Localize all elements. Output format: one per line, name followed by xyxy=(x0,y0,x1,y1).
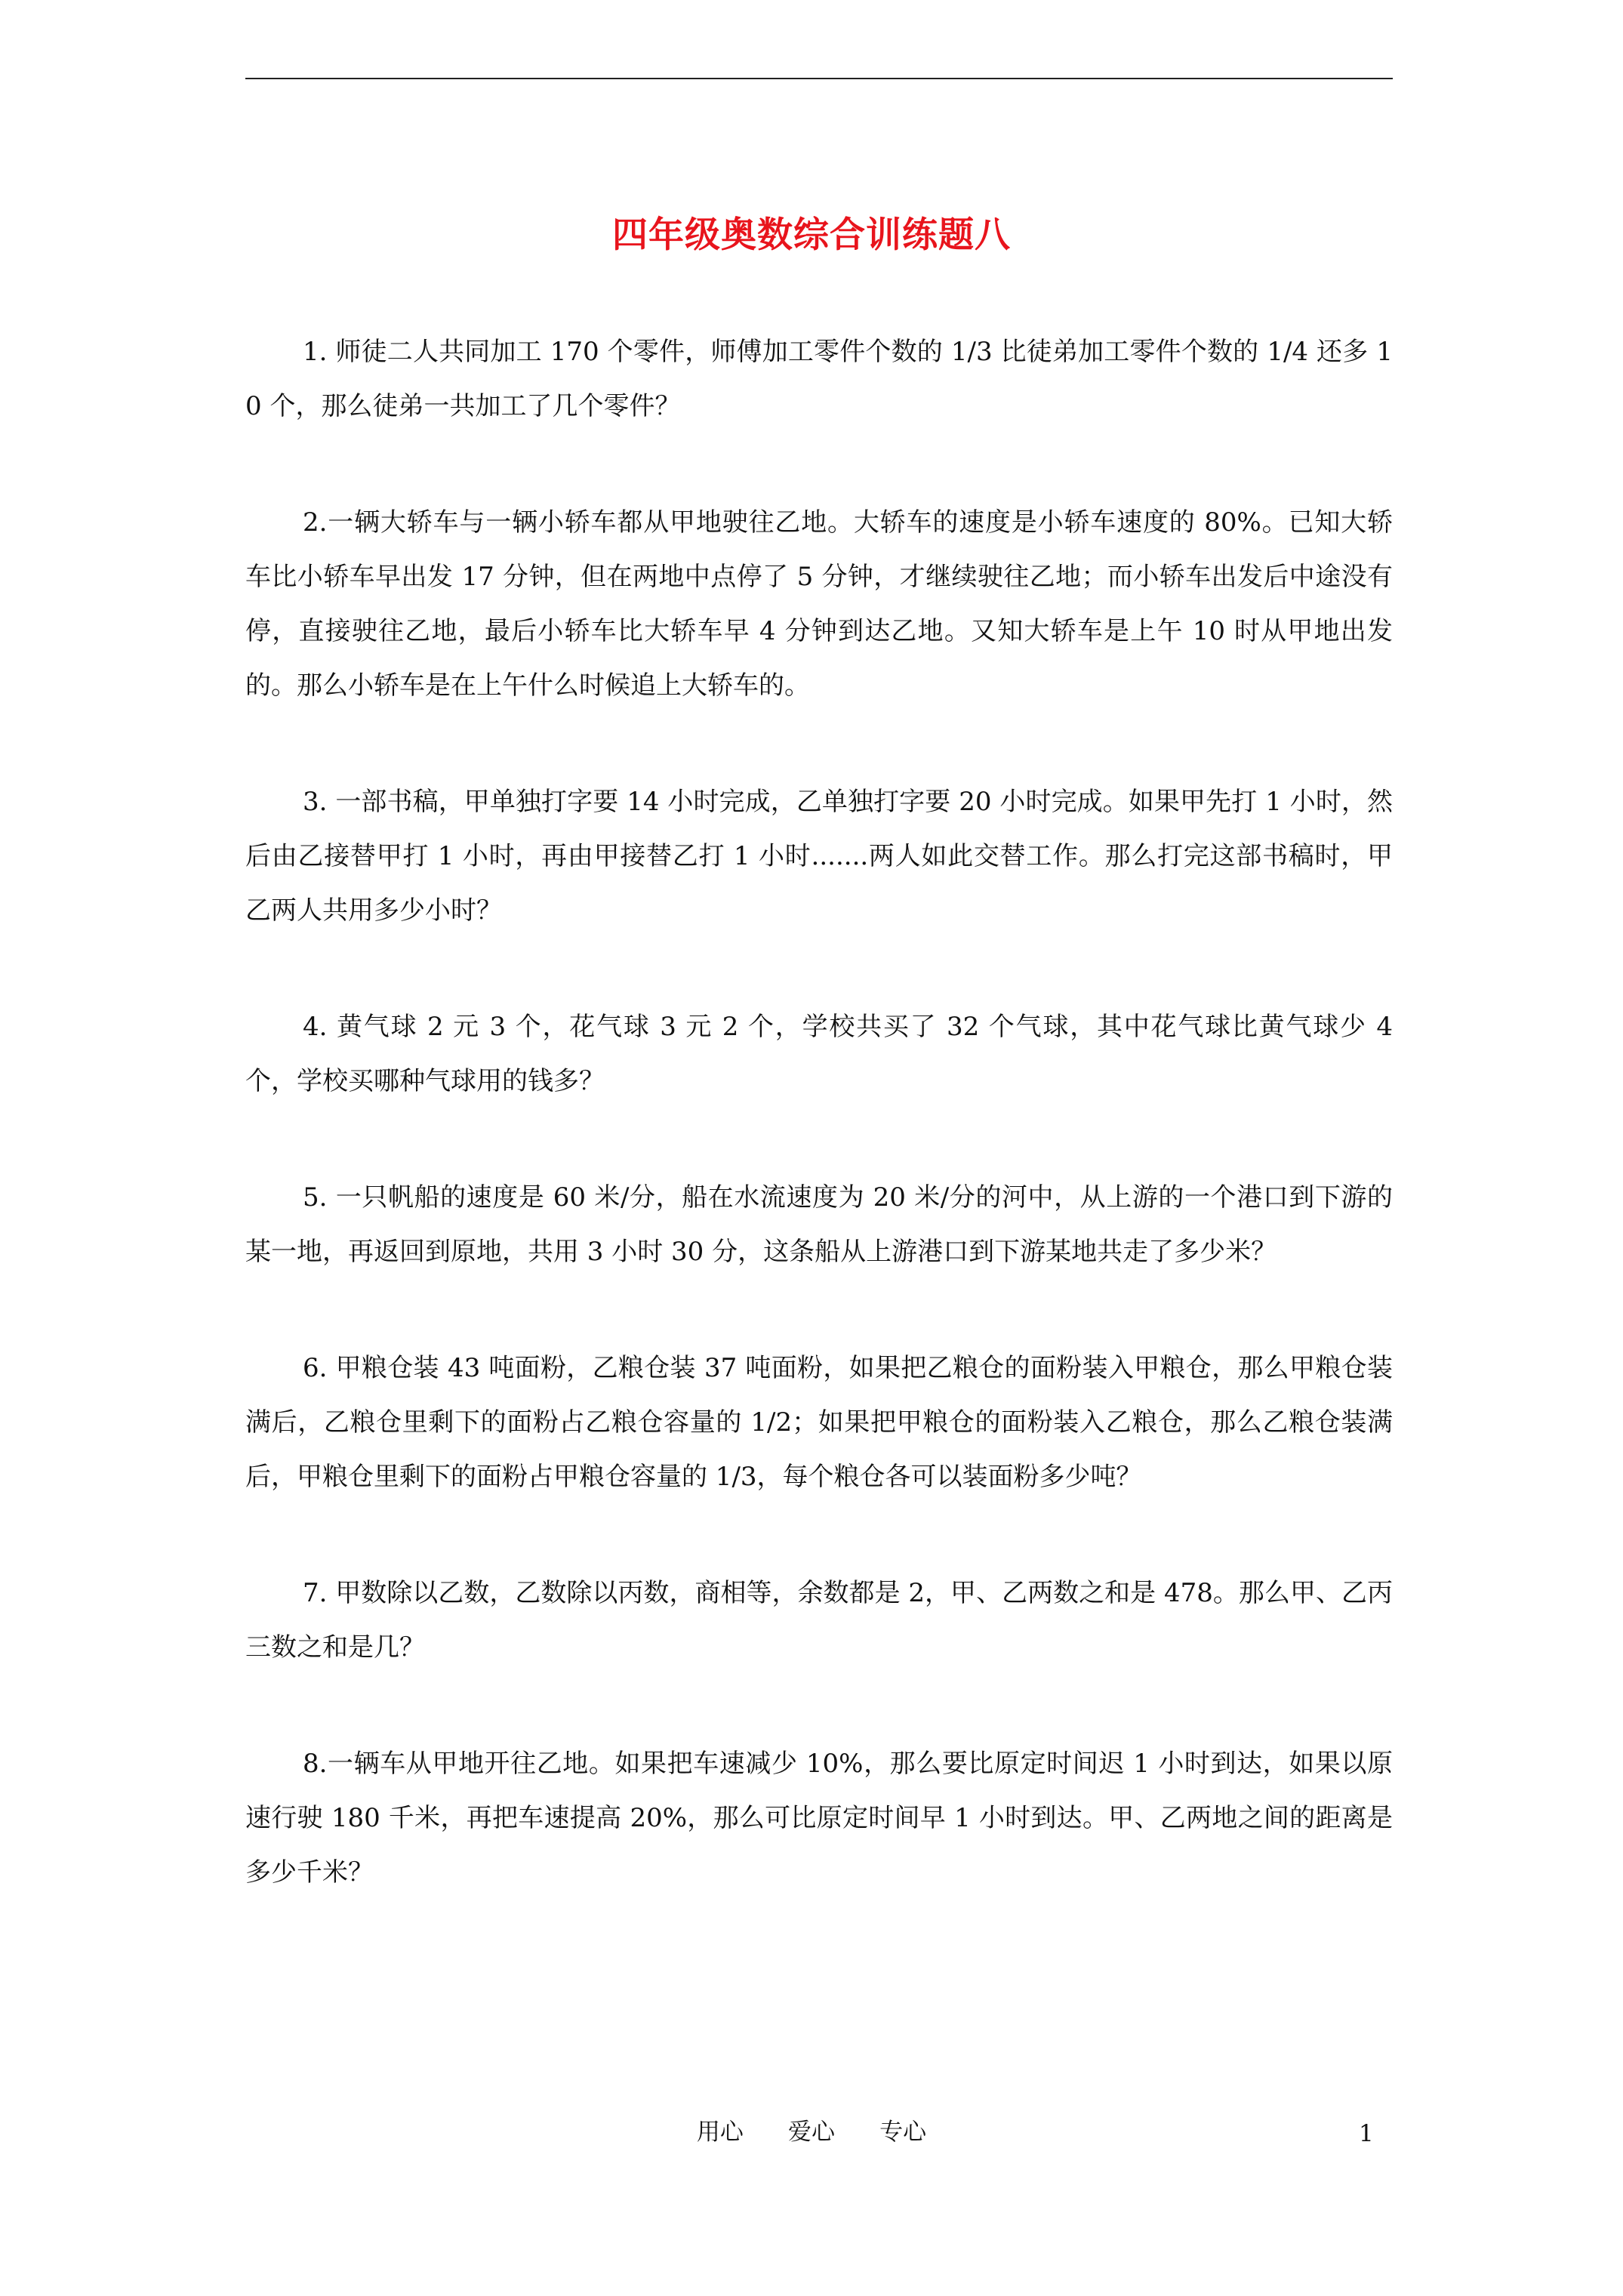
problem-8: 8.一辆车从甲地开往乙地。如果把车速减少 10%，那么要比原定时间迟 1 小时到达，如果以原速行驶 180 千米，再把车速提高 20%，那么可比原定时间早 1 小时到达。甲、乙两地之间的距离是多少千米？ xyxy=(245,1749,1393,1888)
problem-6: 6. 甲粮仓装 43 吨面粉，乙粮仓装 37 吨面粉，如果把乙粮仓的面粉装入甲粮仓，那么甲粮仓装满后，乙粮仓里剩下的面粉占乙粮仓容量的 1/2；如果把甲粮仓的面粉装入乙粮仓，那么乙粮仓装满后，甲粮仓里剩下的面粉占甲粮仓容量的 1/3，每个粮仓各可以装面粉多少吨？ xyxy=(245,1353,1393,1492)
problem-2: 2.一辆大轿车与一辆小轿车都从甲地驶往乙地。大轿车的速度是小轿车速度的 80%。已知大轿车比小轿车早出发 17 分钟，但在两地中点停了 5 分钟，才继续驶往乙地；而小轿车出发后中途没有停，直接驶往乙地，最后小轿车比大轿车早 4 分钟到达乙地。又知大轿车是上午 10 时从甲地出发的。那么小轿车是在上午什么时候追上大轿车的。 xyxy=(245,507,1393,701)
problem-1: 1. 师徒二人共同加工 170 个零件，师傅加工零件个数的 1/3 比徒弟加工零件个数的 1/4 还多 10 个，那么徒弟一共加工了几个零件？ xyxy=(245,337,1393,421)
page-number: 1 xyxy=(1359,2120,1374,2147)
page-title: 四年级奥数综合训练题八 xyxy=(612,214,1011,256)
problem-5: 5. 一只帆船的速度是 60 米/分，船在水流速度为 20 米/分的河中，从上游的一个港口到下游的某一地，再返回到原地，共用 3 小时 30 分，这条船从上游港口到下游某地共走了多少米？ xyxy=(245,1182,1393,1267)
problem-3: 3. 一部书稿，甲单独打字要 14 小时完成，乙单独打字要 20 小时完成。如果甲先打 1 小时，然后由乙接替甲打 1 小时，再由甲接替乙打 1 小时.......两人如此交替工作。那么打完这部书稿时，甲乙两人共用多少小时？ xyxy=(245,787,1393,926)
problem-4: 4. 黄气球 2 元 3 个，花气球 3 元 2 个，学校共买了 32 个气球，其中花气球比黄气球少 4 个，学校买哪种气球用的钱多？ xyxy=(245,1012,1393,1096)
problem-list xyxy=(245,325,1393,1962)
header-rule xyxy=(245,78,1393,79)
footer-slogan: 用心 爱心 专心 xyxy=(696,2119,927,2146)
problem-7: 7. 甲数除以乙数，乙数除以丙数，商相等，余数都是 2，甲、乙两数之和是 478。那么甲、乙丙三数之和是几？ xyxy=(245,1578,1393,1663)
